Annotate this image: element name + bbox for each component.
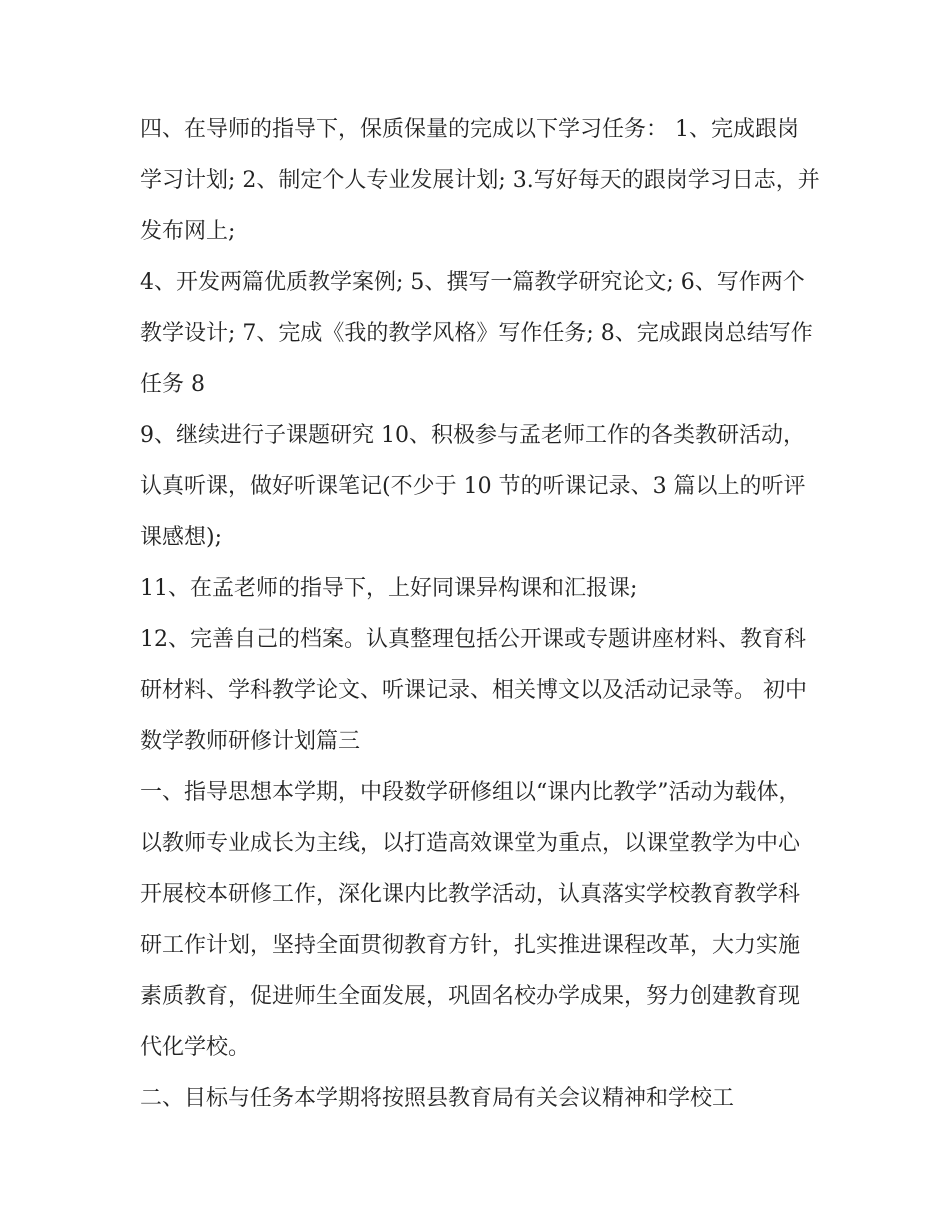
paragraph-goals-tasks: 二、目标与任务本学期将按照县教育局有关会议精神和学校工 xyxy=(140,1086,735,1111)
paragraph-tasks-9-10: 9、继续进行子课题研究 10、积极参与孟老师工作的各类教研活动，认真听课，做好听课笔记(不少于 10 节的听课记录、3 篇以上的听评课感想); xyxy=(140,423,806,550)
document-page xyxy=(140,104,820,1124)
paragraph-task-11: 11、在孟老师的指导下，上好同课异构课和汇报课; xyxy=(140,576,638,601)
paragraph-guiding-ideology: 一、指导思想本学期，中段数学研修组以“课内比教学”活动为载体，以教师专业成长为主线，以打造高效课堂为重点，以课堂教学为中心开展校本研修工作，深化课内比教学活动，认真落实学校教育教学科研工作计划，坚持全面贯彻教育方针，扎实推进课程改革，大力实施素质教育，促进师生全面发展，巩固名校办学成果，努力创建教育现代化学校。 xyxy=(140,780,801,1060)
paragraph-tasks-intro: 四、在导师的指导下，保质保量的完成以下学习任务： 1、完成跟岗学习计划; 2、制定个人专业发展计划; 3.写好每天的跟岗学习日志，并发布网上; xyxy=(140,117,820,244)
paragraph-tasks-4-8: 4、开发两篇优质教学案例; 5、撰写一篇教学研究论文; 6、写作两个教学设计; 7、完成《我的教学风格》写作任务; 8、完成跟岗总结写作任务 8 xyxy=(140,270,813,397)
paragraph-task-12: 12、完善自己的档案。认真整理包括公开课或专题讲座材料、教育科研材料、学科教学论文、听课记录、相关博文以及活动记录等。 初中数学教师研修计划篇三 xyxy=(140,627,807,754)
